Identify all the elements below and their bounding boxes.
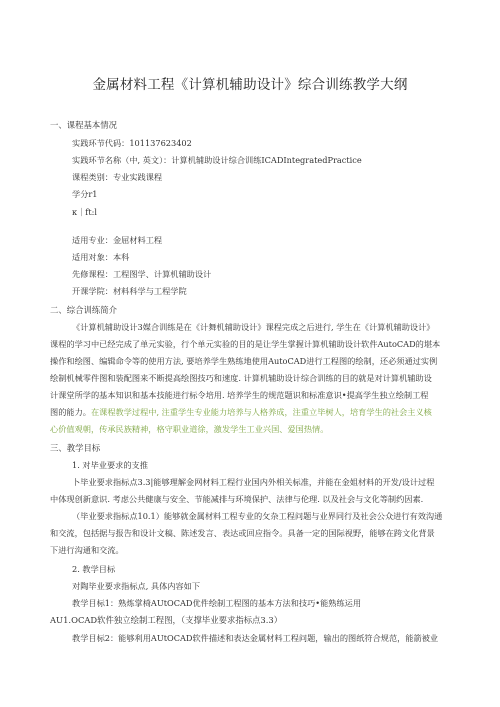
support-line: 卜毕业要求指标点3.3|能够理解金网材料工程行业国内外相关标准，并能在金姐材料的开发/设计过程 [72, 477, 435, 487]
support-heading: 1. 对毕业要求的支推 [72, 460, 148, 470]
ideology-text-line: 心价值观朝，传承民族精神，格守职业道徐，激发学生工业兴国、爱国热情。 [50, 424, 329, 434]
support-line: （毕业要求指标点10.1）能够就金属材料工程专业的攵杂工程问题与业界同行及社会公众进行有效沟通 [72, 511, 443, 521]
course-code: 实践环节代码：101137623402 [72, 138, 192, 148]
goals-heading: 2. 教学目标 [72, 564, 116, 574]
goal-2-text: ：能够利用AUtOCAD软件描述和表达金属材料工程问题，输出的图纸符合规范，能箭被业 [109, 633, 439, 643]
goal-1-text: ：熟炼掌椅AUtOCAD优件绘制工程图的基本方法和技巧•能熟练运用 [109, 598, 362, 608]
course-name: 实践环节名称（中, 英文）：计算机辅助设计综合训练ICADIntegratedPractice [72, 155, 362, 165]
support-line: 和交流，包括据与报告和设计文稿、陈述发言、表达或回应指令。具备一定的国际视野，能够在跨文化背景 [50, 528, 435, 538]
ideology-text: 在课程教学过程中, 注重学生专业能力培养与人格养成，注重立毕树人，培育学生的社会主义核 [90, 407, 432, 417]
course-credit: 学分r1 [72, 189, 98, 199]
goal-2 [72, 633, 438, 644]
goals-intro: 对陶毕业要求指标点, 具体内容如下 [72, 581, 201, 591]
document-title: 金属材料工程《计算机辅助设计》综合训练教学大纲 [92, 77, 408, 93]
intro-line: 《计算机辅助设计3媒合训练是在《计舞机辅助设计》课程完成之后进行, 学生在《计算机辅助设计》 [72, 322, 435, 332]
goal-1-continued: AU1.OCAD软件独立绘制工程图，（支撑毕业要求指标点3.3） [50, 615, 283, 625]
offering-school: 开课学院：材料科学与工程学院 [72, 286, 187, 296]
prerequisite-courses: 先修课程：工程图学、计算机辅助设计 [72, 269, 212, 279]
section-heading-basic-info: 一、课程基本情况 [50, 120, 117, 130]
intro-line: 绘制机械零件图和装配图来不断提高绘图技巧和速度. 计算机辅助设计综合训练的目的就是对计算机辅助设 [50, 373, 432, 383]
goal-2-label: 教学目标2 [72, 633, 110, 643]
section-heading-intro: 二、综合训练简介 [50, 305, 117, 315]
section-heading-goals: 三、教学目标 [50, 443, 101, 453]
intro-line-last [50, 407, 470, 418]
applicable-major: 适用专业：金屈材料工程 [72, 235, 163, 245]
support-line: 中体现创新意识. 考虑公共健康与安全、节能减排与环境保护、法律与伦理. 以及社会与文化等制约因素. [50, 494, 424, 504]
intro-line: 计课堂所学的基本知识和基本技能进行标令培用. 培养学生的规范题识和标准意识•提高学生独立绘制工程 [50, 390, 429, 400]
course-weeks: κ｜ft:l [72, 207, 98, 217]
intro-line: 课程的学习中已经完成了单元实验，行个单元实验的目的是让学生掌握计算机辅助设计软件AutoCAD的堪本 [50, 339, 441, 349]
intro-line: 操作和绘图、编辑命令等的使用方法, 要培养学生熟练地使用AutoCAD进行工程图的绘制，还必须通过实例 [50, 356, 438, 366]
applicable-target: 适用对象：本科 [72, 252, 130, 262]
support-line: 下进行沟通和交流。 [50, 545, 124, 555]
intro-text: 图的能力。 [50, 407, 91, 417]
course-type: 课程类别：专业实践课程 [72, 172, 163, 182]
goal-1-label: 教学目标1 [72, 598, 110, 608]
goal-1 [72, 598, 361, 609]
